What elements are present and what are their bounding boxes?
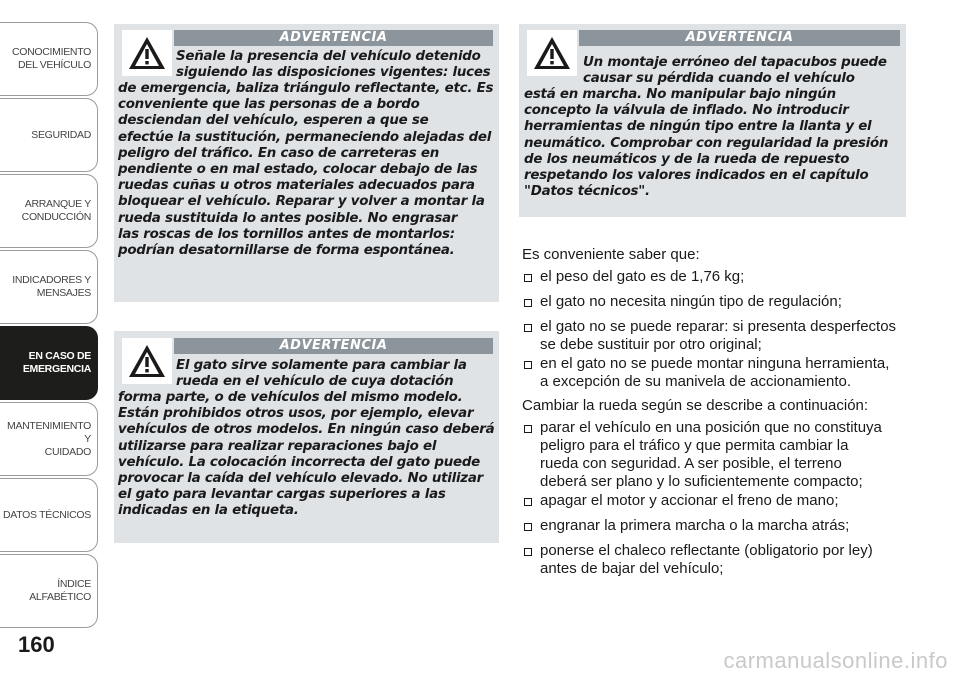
list-item: el gato no se puede reparar: si presenta desperfectos se debe sustituir por otro original; bbox=[540, 318, 897, 353]
tab-emergencia[interactable]: EN CASO DE EMERGENCIA bbox=[0, 326, 98, 400]
checkbox-bullet-icon bbox=[524, 425, 532, 433]
warning-title: ADVERTENCIA bbox=[174, 30, 493, 46]
tab-datos-tecnicos[interactable]: DATOS TÉCNICOS bbox=[0, 478, 98, 552]
tab-seguridad[interactable]: SEGURIDAD bbox=[0, 98, 98, 172]
intro-text-1: Es conveniente saber que: bbox=[522, 246, 700, 263]
warning-box-2 bbox=[114, 331, 499, 543]
warning-text-body: forma parte, o de vehículos del mismo modelo. Están prohibidos otros usos, por ejemplo, elevar vehículos de otros modelos. En ningún caso deberá utilizarse para realizar reparaciones bajo el vehículo. La colocación incorrecta del gato puede provocar la caída del vehículo elevado. No utilizar el gato para levantar cargas superiores a las indicadas en la etiqueta. bbox=[118, 390, 495, 519]
checkbox-bullet-icon bbox=[524, 361, 532, 369]
warning-box-1 bbox=[114, 24, 499, 302]
watermark: carmanualsonline.info bbox=[723, 648, 948, 673]
checkbox-bullet-icon bbox=[524, 274, 532, 282]
warning-triangle-icon bbox=[122, 338, 172, 384]
list-item: el gato no necesita ningún tipo de regulación; bbox=[540, 293, 842, 310]
warning-title: ADVERTENCIA bbox=[579, 30, 900, 46]
checkbox-bullet-icon bbox=[524, 548, 532, 556]
list-item: el peso del gato es de 1,76 kg; bbox=[540, 268, 745, 285]
warning-triangle-icon bbox=[527, 30, 577, 76]
tab-conocimiento[interactable]: CONOCIMIENTO DEL VEHÍCULO bbox=[0, 22, 98, 96]
warning-title: ADVERTENCIA bbox=[174, 338, 493, 354]
page-number: 160 bbox=[18, 632, 55, 657]
list-item: engranar la primera marcha o la marcha atrás; bbox=[540, 517, 850, 534]
list-item: apagar el motor y accionar el freno de mano; bbox=[540, 492, 839, 509]
warning-box-3 bbox=[519, 24, 906, 217]
intro-text-2: Cambiar la rueda según se describe a continuación: bbox=[522, 397, 869, 414]
warning-text-indented: Un montaje erróneo del tapacubos puede causar su pérdida cuando el vehículo bbox=[583, 55, 887, 87]
checkbox-bullet-icon bbox=[524, 299, 532, 307]
tab-arranque[interactable]: ARRANQUE Y CONDUCCIÓN bbox=[0, 174, 98, 248]
list-item: en el gato no se puede montar ninguna herramienta, a excepción de su manivela de accionamiento. bbox=[540, 355, 890, 390]
warning-text-body: de emergencia, baliza triángulo reflectante, etc. Es conveniente que las personas de a bordo desciendan del vehículo, esperen a que se efectúe la sustitución, permaneciendo alejadas del peligro del tráfico. En caso de carreteras en pendiente o en mal estado, colocar debajo de las ruedas cuñas u otros materiales adecuados para bloquear el vehículo. Reparar y volver a montar la rueda sustituida lo antes posible. No engrasar las roscas de los tornillos antes de montarlos: podrían desatornillarse de forma espontánea. bbox=[118, 81, 494, 259]
warning-text-indented: El gato sirve solamente para cambiar la rueda en el vehículo de cuya dotación bbox=[176, 358, 467, 390]
checkbox-bullet-icon bbox=[524, 523, 532, 531]
tab-mantenimiento[interactable]: MANTENIMIENTO Y CUIDADO bbox=[0, 402, 98, 476]
list-item: parar el vehículo en una posición que no constituya peligro para el tráfico y que permita cambiar la rueda con seguridad. A ser posible, el terreno deberá ser plano y lo suficientemente compacto; bbox=[540, 419, 882, 490]
checkbox-bullet-icon bbox=[524, 498, 532, 506]
tab-indice[interactable]: ÍNDICE ALFABÉTICO bbox=[0, 554, 98, 628]
list-item: ponerse el chaleco reflectante (obligatorio por ley) antes de bajar del vehículo; bbox=[540, 542, 873, 577]
warning-text-indented: Señale la presencia del vehículo detenido siguiendo las disposiciones vigentes: luces bbox=[176, 49, 491, 81]
checkbox-bullet-icon bbox=[524, 324, 532, 332]
warning-text-body: está en marcha. No manipular bajo ningún concepto la válvula de inflado. No introducir herramientas de ningún tipo entre la llanta y el neumático. Comprobar con regularidad la presión de los neumáticos y de la rueda de repuesto respetando los valores indicados en el capítulo "Datos técnicos". bbox=[524, 87, 889, 200]
tab-indicadores[interactable]: INDICADORES Y MENSAJES bbox=[0, 250, 98, 324]
warning-triangle-icon bbox=[122, 30, 172, 76]
